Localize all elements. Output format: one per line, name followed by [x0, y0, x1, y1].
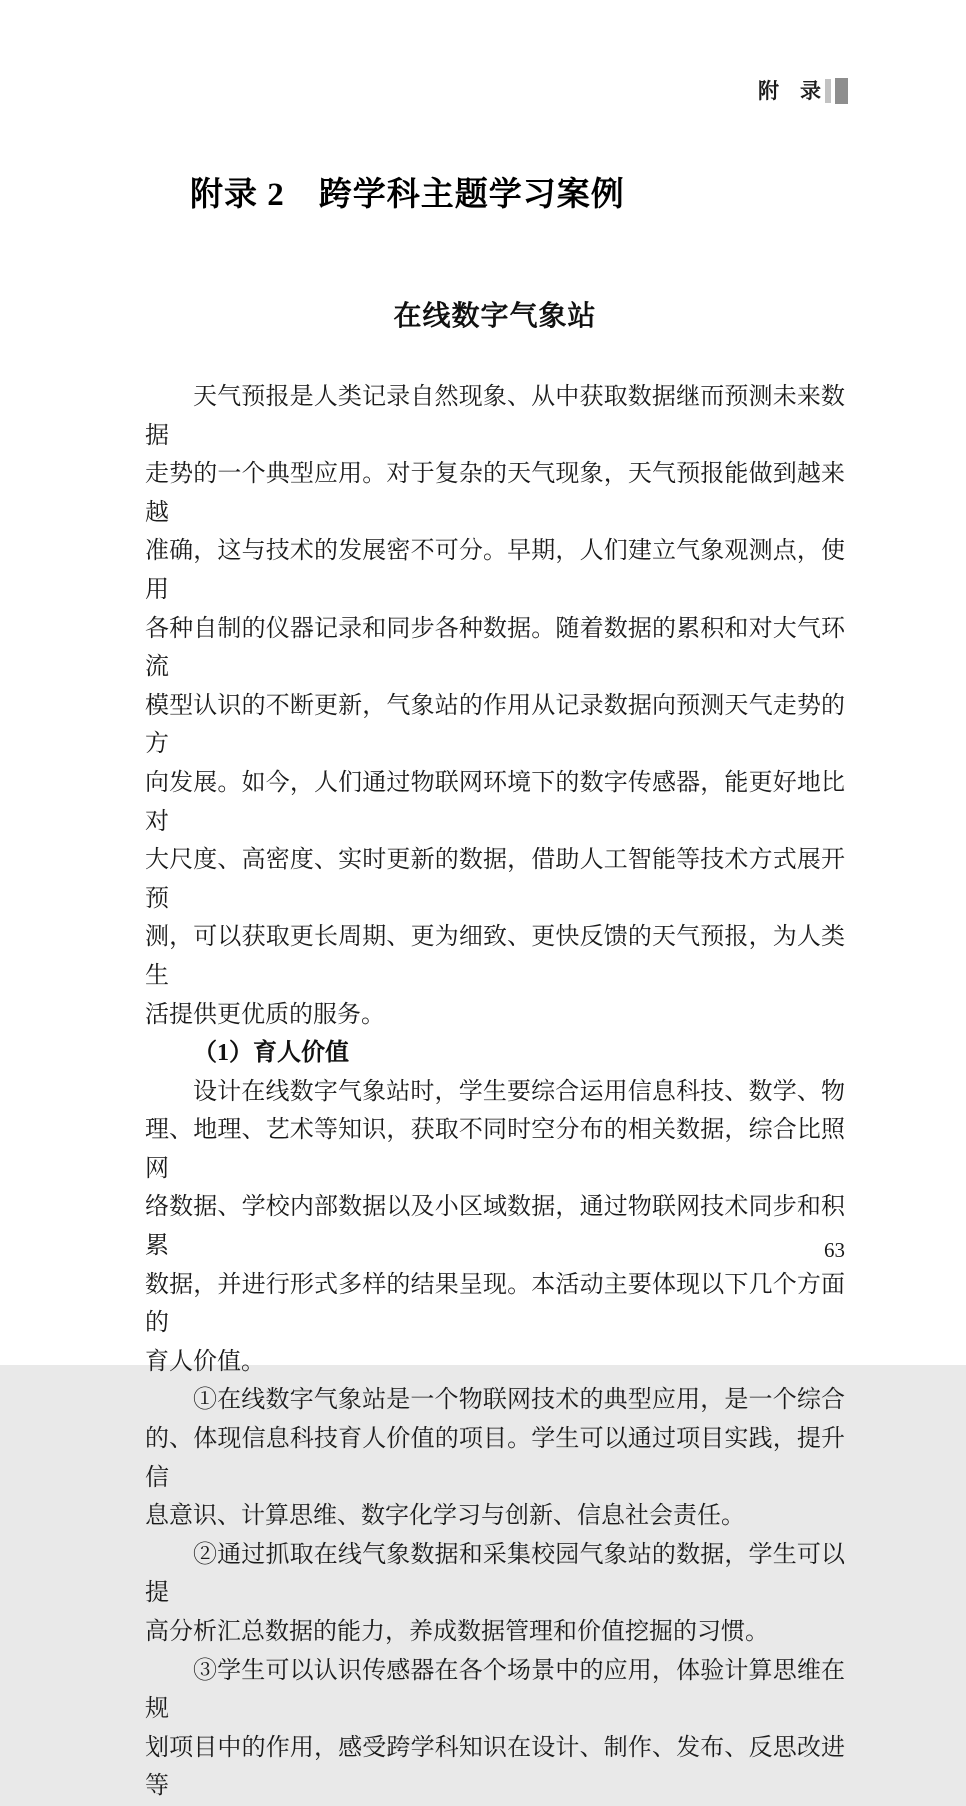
section-heading: （1）育人价值 [193, 1040, 349, 1067]
paragraph-line: ②通过抓取在线气象数据和采集校园气象站的数据，学生可以提 [145, 1541, 845, 1607]
paragraph-line: 数据，并进行形式多样的结果呈现。本活动主要体现以下几个方面的 [145, 1271, 845, 1337]
body-text-column [145, 378, 845, 1806]
paragraph-line: 天气预报是人类记录自然现象、从中获取数据继而预测未来数据 [145, 384, 845, 449]
paragraph-line: 的、体现信息科技育人价值的项目。学生可以通过项目实践，提升信 [145, 1426, 845, 1491]
running-header-label: 附 录 [758, 79, 821, 103]
appendix-title: 附录 2 跨学科主题学习案例 [190, 177, 625, 213]
running-header [758, 78, 848, 104]
case-title: 在线数字气象站 [393, 300, 597, 331]
paragraph-line: 准确，这与技术的发展密不可分。早期，人们建立气象观测点，使用 [145, 538, 845, 603]
paragraph-line: 走势的一个典型应用。对于复杂的天气现象，天气预报能做到越来越 [145, 461, 845, 526]
paragraph-line: 划项目中的作用，感受跨学科知识在设计、制作、发布、反思改进等 [145, 1734, 845, 1800]
paragraph-line: 模型认识的不断更新，气象站的作用从记录数据向预测天气走势的方 [145, 692, 845, 758]
paragraph-line: 大尺度、高密度、实时更新的数据，借助人工智能等技术方式展开预 [145, 847, 845, 912]
paragraph-line: 高分析汇总数据的能力，养成数据管理和价值挖掘的习惯。 [145, 1619, 769, 1645]
paragraph-line: 络数据、学校内部数据以及小区域数据，通过物联网技术同步和积累 [145, 1194, 845, 1260]
paragraph-line: 育人价值。 [145, 1348, 265, 1375]
paragraph-line: 息意识、计算思维、数字化学习与创新、信息社会责任。 [145, 1503, 745, 1530]
paragraph-line: 测，可以获取更长周期、更为细致、更快反馈的天气预报，为人类生 [145, 924, 845, 989]
paragraph-line: 理、地理、艺术等知识，获取不同时空分布的相关数据，综合比照网 [145, 1117, 845, 1182]
paragraph-line: ③学生可以认识传感器在各个场景中的应用，体验计算思维在规 [145, 1657, 845, 1723]
paragraph-line: 活提供更优质的服务。 [145, 1001, 385, 1028]
paragraph-line: 各种自制的仪器记录和同步各种数据。随着数据的累积和对大气环流 [145, 615, 845, 681]
paragraph-line: 设计在线数字气象站时，学生要综合运用信息科技、数学、物 [193, 1078, 845, 1105]
header-accent-bar-dark-icon [835, 78, 848, 104]
paragraph-line: ①在线数字气象站是一个物联网技术的典型应用，是一个综合 [193, 1387, 845, 1414]
paragraph-line: 向发展。如今，人们通过物联网环境下的数字传感器，能更好地比对 [145, 769, 845, 835]
page-number: 63 [824, 1238, 845, 1262]
header-accent-bar-light-icon [825, 79, 831, 103]
